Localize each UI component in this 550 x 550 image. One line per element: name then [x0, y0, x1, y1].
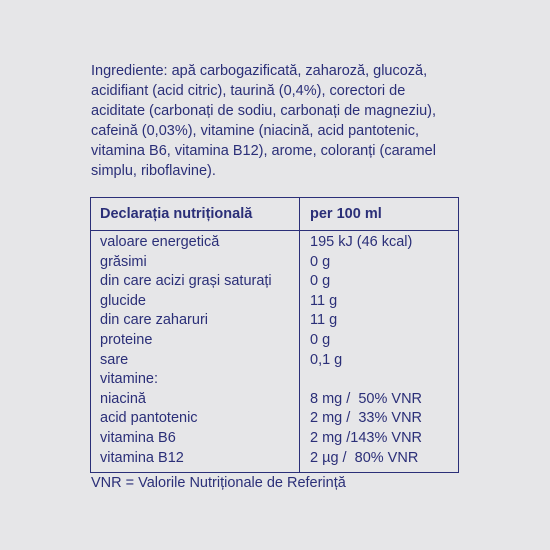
nutrient-value: 11 g — [310, 292, 338, 309]
nutrient-value: 8 mg / 50% VNR — [310, 390, 423, 407]
nutrient-name: glucide — [100, 292, 146, 309]
nutrient-value: 0 g — [310, 331, 331, 348]
nutrient-value: 0,1 g — [310, 351, 343, 368]
nutrient-name: vitamine: — [100, 371, 159, 388]
footnote: VNR = Valorile Nutriționale de Referință — [91, 475, 346, 491]
ingredients-text: Ingrediente: apă carbogazificată, zaharoză, glucoză, acidifiant (acid citric), taurină (0,4%), corectori de aciditate (carbonați de sodiu, carbonați de magneziu), cafeină (0,03%), vitamine (niacină, acid pantotenic, vitamina B6, vitamina B12), arome, coloranți (caramel simplu, riboflavine). — [91, 63, 436, 179]
nutrient-value: 195 kJ (46 kcal) — [310, 234, 413, 250]
nutrient-value: 2 µg / 80% VNR — [310, 449, 419, 466]
nutrient-names-column — [91, 231, 299, 472]
nutrient-value: 0 g — [310, 273, 331, 290]
nutrient-value: 2 mg /143% VNR — [310, 429, 423, 446]
nutrition-table — [90, 197, 459, 473]
header-nutrient: Declarația nutrițională — [100, 206, 253, 222]
nutrient-name: niacină — [100, 390, 146, 407]
table-body — [91, 231, 458, 472]
nutrient-value — [310, 370, 458, 390]
nutrient-value: 2 mg / 33% VNR — [310, 410, 423, 427]
nutrient-name: vitamina B6 — [100, 429, 176, 446]
nutrient-name: proteine — [100, 331, 153, 348]
nutrient-name: valoare energetică — [100, 234, 220, 250]
header-per-100ml: per 100 ml — [299, 198, 458, 230]
nutrient-name: vitamina B12 — [100, 449, 184, 466]
nutrient-name: din care zaharuri — [100, 312, 208, 329]
table-header — [91, 198, 458, 231]
nutrient-name: din care acizi grași saturați — [100, 273, 272, 290]
nutrient-name: grăsimi — [100, 253, 147, 270]
nutrient-name: sare — [100, 351, 129, 368]
nutrient-value: 0 g — [310, 253, 331, 270]
nutrient-name: acid pantotenic — [100, 410, 198, 427]
nutrient-values-column — [299, 231, 458, 472]
nutrient-value: 11 g — [310, 312, 338, 329]
